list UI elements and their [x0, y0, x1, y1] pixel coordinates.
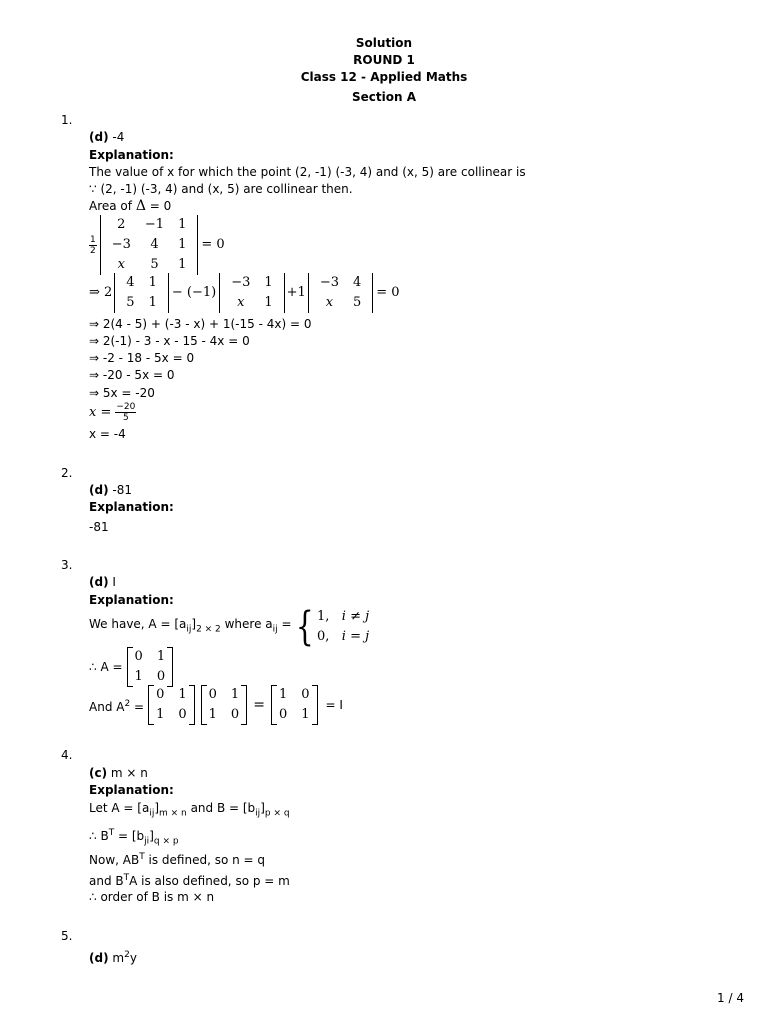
question-4-explanation-label: Explanation:: [89, 783, 174, 797]
question-5-answer: (d) $m^2y$: [89, 950, 137, 965]
header-class: Class 12 - Applied Maths: [300, 70, 468, 84]
question-4-line-2: ∴ $B^T = [b_{ji}]_{q \times p}$: [89, 828, 179, 847]
question-4-number: 4.: [61, 748, 73, 762]
question-1-final: x = -4: [89, 427, 126, 441]
question-1-expansion: ⇒ 2 4 1 5 1 − (−1) −3 1 x 1 +1 −3 4 x 5 = 0: [89, 273, 400, 313]
matrix-a-left: 0 1 1 0: [148, 685, 195, 725]
question-4-line-4: and $B^TA$ is also defined, so p = m: [89, 873, 290, 888]
question-1-determinant: $\frac{1}{2}$ 2 −1 1 −3 4 1 x 5 1 = 0: [89, 215, 225, 275]
matrix-a-right: 0 1 1 0: [201, 685, 248, 725]
question-1-line-2: ∵ (2, -1) (-3, 4) and (x, 5) are collinear then.: [89, 182, 353, 196]
question-2-line-1: -81: [89, 520, 109, 534]
question-3-answer: (d) I: [89, 575, 116, 589]
header-section: Section A: [352, 90, 416, 104]
question-1-step-3: ⇒ -2 - 18 - 5x = 0: [89, 351, 195, 365]
question-3-a-squared: And $A^2$ = 0 1 1 0 0 1 1 0 = 1 0 0 1 = I: [89, 685, 343, 725]
piecewise-cases: 1, i ≠ j 0, i = j: [316, 609, 370, 644]
question-1-step-1: ⇒ 2(4 - 5) + (-3 - x) + 1(-15 - 4x) = 0: [89, 317, 312, 331]
determinant-3x3: 2 −1 1 −3 4 1 x 5 1: [100, 215, 199, 275]
question-1-step-5: ⇒ 5x = -20: [89, 386, 155, 400]
question-2-answer: (d) -81: [89, 483, 132, 497]
question-1-line-1: The value of x for which the point (2, -1) (-3, 4) and (x, 5) are collinear is: [89, 165, 526, 179]
question-4-line-5: ∴ order of B is m × n: [89, 890, 215, 904]
question-2-explanation-label: Explanation:: [89, 500, 174, 514]
question-3-matrix-a: ∴ A = 0 1 1 0: [89, 647, 173, 687]
question-3-number: 3.: [61, 558, 73, 572]
question-1-number: 1.: [61, 113, 73, 127]
matrix-a: 0 1 1 0: [127, 647, 174, 687]
question-1-step-2: ⇒ 2(-1) - 3 - x - 15 - 4x = 0: [89, 334, 250, 348]
question-4-line-1: Let $A = [a_{ij}]_{m \times n}$ and $B = [b_{ij}]_{p \times q}$: [89, 801, 290, 819]
header-round: ROUND 1: [353, 53, 415, 67]
header-solution: Solution: [355, 36, 413, 50]
question-4-answer: (c) m × n: [89, 766, 148, 780]
question-3-explanation-label: Explanation:: [89, 593, 174, 607]
question-3-definition: We have, $A = [a_{ij}]_{2 \times 2}$ where $a_{ij}$ = { 1, i ≠ j 0, i = j: [89, 604, 370, 650]
minor-1: 4 1 5 1: [114, 273, 169, 313]
question-1-x-fraction: x = $\frac{-20}{5}$: [89, 402, 136, 423]
question-2-number: 2.: [61, 466, 73, 480]
question-1-explanation-label: Explanation:: [89, 148, 174, 162]
question-1-answer: (d) -4: [89, 130, 125, 144]
question-1-area-line: Area of Δ = 0: [89, 198, 172, 214]
question-4-line-3: Now, $AB^T$ is defined, so n = q: [89, 852, 266, 867]
question-5-number: 5.: [61, 929, 73, 943]
half-fraction: $\frac{1}{2}$: [90, 234, 96, 256]
left-brace-symbol: {: [295, 604, 314, 650]
question-1-step-4: ⇒ -20 - 5x = 0: [89, 368, 175, 382]
identity-matrix: 1 0 0 1: [271, 685, 318, 725]
minor-2: −3 1 x 1: [219, 273, 284, 313]
page-number: 1 / 4: [717, 991, 744, 1005]
minor-3: −3 4 x 5: [308, 273, 373, 313]
